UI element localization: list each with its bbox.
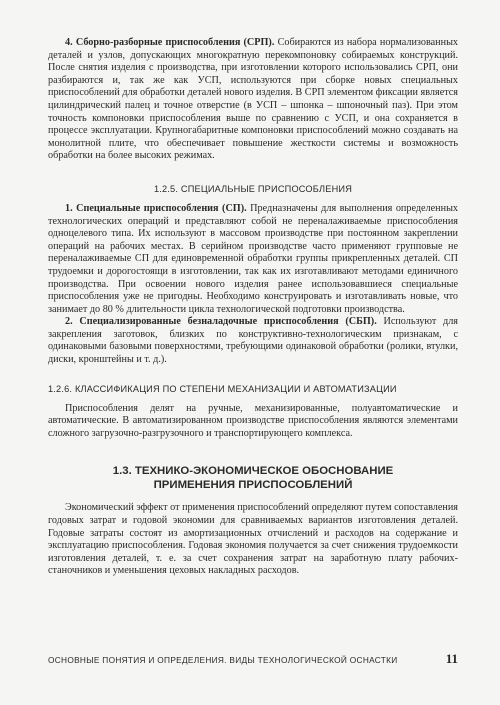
paragraph-sbp <box>48 316 458 366</box>
sp-text: Предназначены для выполнения определенных технологических операций и представляют собой не переналаживаемые приспособления одноцелевого типа. Их используют в массовом производстве при постоянном закреплении операций на рабочих местах. В серийном производстве часто применяют групповые не переналаживаемые СП для единовременной обработки группы прикрепленных деталей. СП трудоемки и дорогостоящи в изготовлении, так как их изготавливают методами единичного производства. При освоении нового изделия ранее использовавшиеся специальные приспособления уже не пригодны. Необходимо конструировать и изготавливать новые, что занимает до 80 % длительности цикла технологической подготовки производства. <box>48 202 459 315</box>
paragraph-economics: Экономический эффект от применения приспособлений определяют путем сопоставления годовых затрат и годовой экономии для сравниваемых вариантов изготовления деталей. Годовые затраты состоят из амортизационных отчислений и расходов на содержание и эксплуатацию приспособления. Годовая экономия получается за счет снижения трудоемкости изготовления деталей, т. е. за счет сохранения затрат на заработную плату рабочих-станочников и уменьшения цеховых накладных расходов. <box>48 502 458 577</box>
section-heading-1-3 <box>48 465 458 492</box>
paragraph-mechanization: Приспособления делят на ручные, механизированные, полуавтоматические и автоматические. В автоматизированном производстве приспособления являются элементами сложного загрузочно-разгрузочного и транспортирующего комплекса. <box>48 402 458 439</box>
sbp-text: Используют для закрепления заготовок, близких по конструктивно-технологическим признакам, с одинаковыми базовыми поверхностями, требующими одинаковой обработки (ролики, втулки, диски, кронштейны и т. д.). <box>48 316 458 366</box>
running-title: ОСНОВНЫЕ ПОНЯТИЯ И ОПРЕДЕЛЕНИЯ. ВИДЫ ТЕХНОЛОГИЧЕСКОЙ ОСНАСТКИ <box>48 655 398 665</box>
subheading-1-2-6: 1.2.6. КЛАССИФИКАЦИЯ ПО СТЕПЕНИ МЕХАНИЗАЦИИ И АВТОМАТИЗАЦИИ <box>48 383 397 394</box>
sp-title: 1. Специальные приспособления (СП). <box>65 202 247 214</box>
srp-text: Собираются из набора нормализованных деталей и узлов, допускающих многократную перекомпоновку собираемых конструкций. После снятия изделия с производства, при изготовлении которого использовались СРП, они разбираются и, так же как УСП, используются при сборке новых специальных приспособлений для обработки деталей нового изделия. В СРП элементом фиксации является цилиндрический палец и точное отверстие (в УСП – шпонка – шпоночный паз). При этом точность компоновки приспособления выше по сравнению с УСП, и она сохраняется в процессе эксплуатации. Крупногабаритные компоновки приспособлений можно создавать на монолитной плите, что обеспечивает повышение жесткости системы и возможность обработки на более высоких режимах. <box>48 37 459 162</box>
page-number: 11 <box>445 651 458 666</box>
page-footer <box>48 651 458 667</box>
sbp-title: 2. Специализированные безналадочные приспособления (СБП). <box>65 316 377 328</box>
paragraph-sp <box>48 203 458 316</box>
paragraph-srp <box>48 37 458 163</box>
section-heading-line-2: ПРИМЕНЕНИЯ ПРИСПОСОБЛЕНИЙ <box>153 478 353 491</box>
page-content <box>48 37 458 578</box>
srp-title: 4. Сборно-разборные приспособления (СРП). <box>65 37 275 48</box>
section-heading-line-1: 1.3. ТЕХНИКО-ЭКОНОМИЧЕСКОЕ ОБОСНОВАНИЕ <box>112 465 394 478</box>
subheading-1-2-5: 1.2.5. СПЕЦИАЛЬНЫЕ ПРИСПОСОБЛЕНИЯ <box>153 183 353 194</box>
